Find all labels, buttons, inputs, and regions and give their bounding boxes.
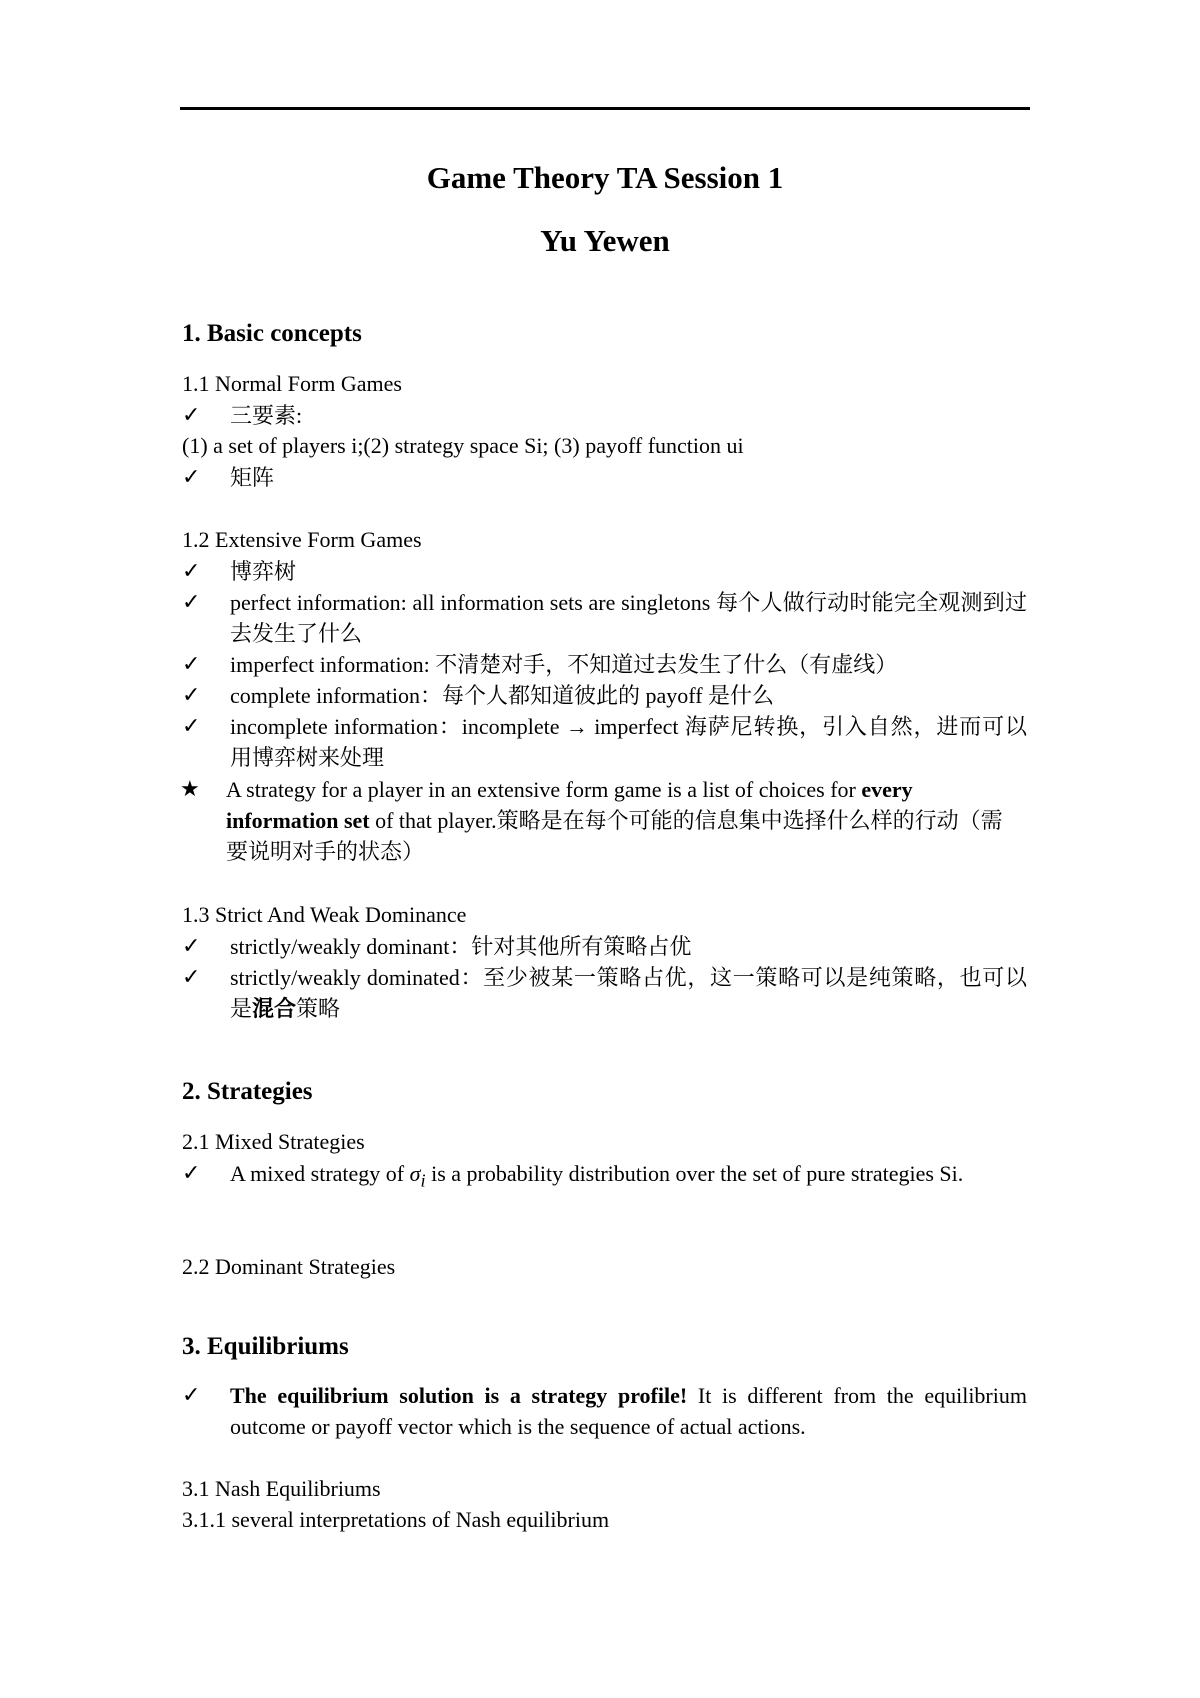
doc-title: Game Theory TA Session 1 — [426, 160, 784, 195]
bullet-text: complete information：每个人都知道彼此的 payoff 是什么 — [230, 683, 775, 708]
subsection-1-1: 1.1 Normal Form Games — [182, 371, 402, 396]
check-icon: ✓ — [182, 651, 201, 676]
bullet-text: strictly/weakly dominant：针对其他所有策略占优 — [230, 934, 692, 959]
bullet-text: strictly/weakly dominated：至少被某一策略占优，这一策略可以是纯策略，也可以是混合策略 — [230, 965, 1027, 1021]
bullet-text: imperfect information: 不清楚对手，不知道过去发生了什么（有虚线） — [230, 652, 898, 677]
bullet-text: 博弈树 — [230, 559, 297, 584]
section-1-heading: 1. Basic concepts — [182, 320, 362, 347]
bullet-text: 三要素: — [230, 403, 303, 428]
bullet-text: A mixed strategy of $\sigma_i$ is a probability distribution over the set of pure strategies Si. — [230, 1161, 964, 1191]
subsection-2-1: 2.1 Mixed Strategies — [182, 1129, 365, 1154]
subsection-1-2: 1.2 Extensive Form Games — [182, 527, 422, 552]
check-icon: ✓ — [182, 558, 201, 583]
bullet-text: incomplete information：incomplete → imperfect 海萨尼转换，引入自然，进而可以用博弈树来处理 — [230, 714, 1027, 770]
subsection-3-1: 3.1 Nash Equilibriums — [182, 1476, 381, 1501]
check-icon: ✓ — [182, 713, 201, 738]
paragraph: (1) a set of players i;(2) strategy space Si; (3) payoff function ui — [182, 433, 744, 458]
check-icon: ✓ — [182, 464, 201, 489]
subsection-2-2: 2.2 Dominant Strategies — [182, 1254, 396, 1279]
section-2-heading: 2. Strategies — [182, 1078, 313, 1105]
subsection-1-3: 1.3 Strict And Weak Dominance — [182, 902, 467, 927]
doc-author: Yu Yewen — [540, 223, 670, 258]
bullet-text: 矩阵 — [230, 465, 275, 490]
check-icon: ✓ — [182, 1160, 201, 1185]
star-icon: ★ — [180, 776, 200, 801]
section-3-heading: 3. Equilibriums — [182, 1333, 349, 1360]
bullet-text: perfect information: all information sets are singletons 每个人做行动时能完全观测到过去发生了什么 — [230, 590, 1027, 646]
check-icon: ✓ — [182, 402, 201, 427]
check-icon: ✓ — [182, 933, 201, 958]
bullet-text: The equilibrium solution is a strategy profile! It is different from the equilibrium outcome or payoff vector which is the sequence of actual actions. — [230, 1383, 1027, 1439]
check-icon: ✓ — [182, 1382, 201, 1407]
header-rule — [180, 107, 1030, 110]
check-icon: ✓ — [182, 589, 201, 614]
subsection-3-1-1: 3.1.1 several interpretations of Nash equilibrium — [182, 1507, 610, 1532]
check-icon: ✓ — [182, 964, 201, 989]
bullet-text: A strategy for a player in an extensive form game is a list of choices for every information set of that player.策略是在每个可能的信息集中选择什么样的行动（需要说明对手的状态） — [226, 777, 1003, 864]
check-icon: ✓ — [182, 682, 201, 707]
